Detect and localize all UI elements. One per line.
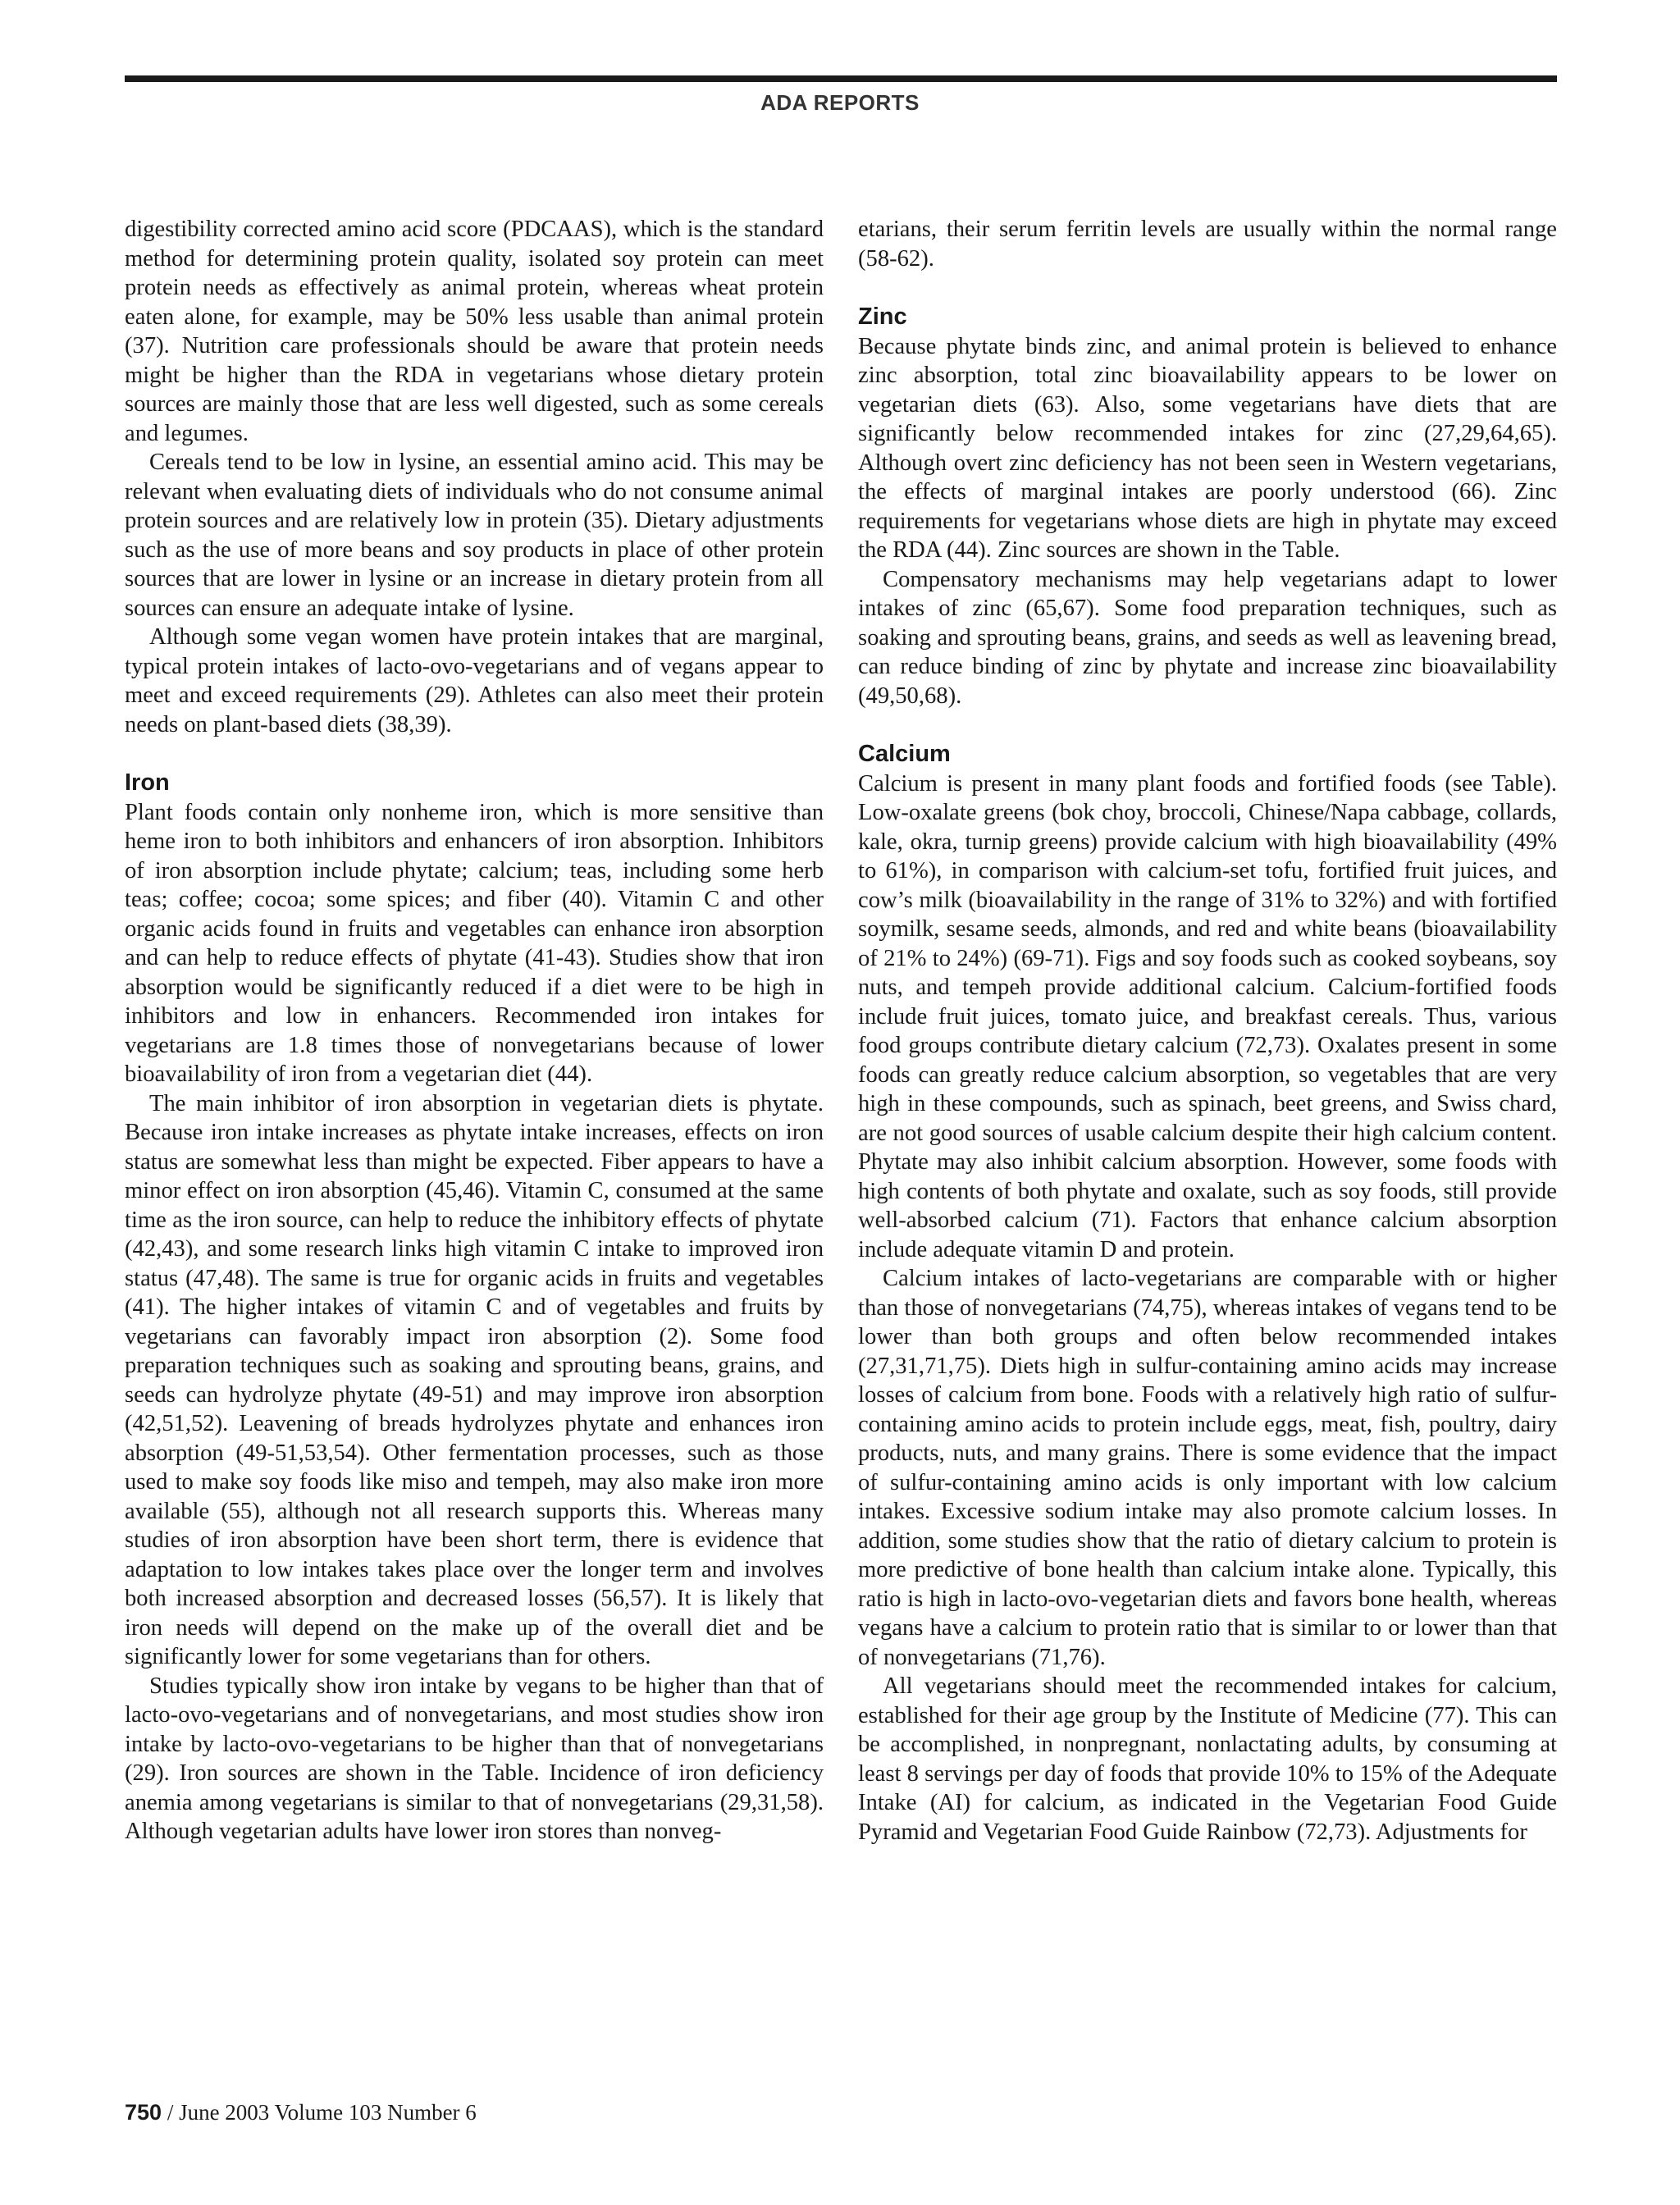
left-column <box>125 215 824 1847</box>
paragraph-iron-1: Plant foods contain only nonheme iron, which is more sensitive than heme iron to both inhibitors and enhancers of iron absorption. Inhibitors of iron absorption include phytate; calcium; teas, including some herb teas; coffee; cocoa; some spices; and fiber (40). Vitamin C and other organic acids found in fruits and vegetables can enhance iron absorption and can help to reduce effects of phytate (41-43). Studies show that iron absorption would be significantly reduced if a diet were to be high in inhibitors and low in enhancers. Recommended iron intakes for vegetarians are 1.8 times those of nonvegetarians because of lower bioavailability of iron from a vegetarian diet (44). <box>125 799 824 1087</box>
paragraph-protein-intakes: Although some vegan women have protein intakes that are marginal, typical protein intakes of lacto-ovo-vegetarians and of vegans appear to meet and exceed requirements (29). Athletes can also meet their protein needs on plant-based diets (38,39). <box>125 624 824 737</box>
paragraph-zinc-1: Because phytate binds zinc, and animal protein is believed to enhance zinc absorption, total zinc bioavailability appears to be lower on vegetarian diets (63). Also, some vegetarians have diets that are significantly below recommended intakes for zinc (27,29,64,65). Although overt zinc deficiency has not been seen in Western vegetarians, the effects of marginal intakes are poorly understood (66). Zinc requirements for vegetarians whose diets are high in phytate may exceed the RDA (44). Zinc sources are shown in the Table. <box>858 333 1557 563</box>
section-heading-iron: Iron <box>125 769 170 796</box>
right-column <box>858 215 1557 1847</box>
page-number: 750 <box>125 2100 162 2125</box>
paragraph-protein-continued: digestibility corrected amino acid score (PDCAAS), which is the standard method for determining protein quality, isolated soy protein can meet protein needs as effectively as animal protein, whereas wheat protein eaten alone, for example, may be 50% less usable than animal protein (37). Nutrition care professionals should be aware that protein needs might be higher than the RDA in vegetarians whose dietary protein sources are mainly those that are less well digested, such as some cereals and legumes. <box>125 217 824 446</box>
page-footer <box>125 2100 477 2125</box>
paragraph-calcium-1: Calcium is present in many plant foods and fortified foods (see Table). Low-oxalate greens (bok choy, broccoli, Chinese/Napa cabbage, collards, kale, okra, turnip greens) provide calcium with high bioavailability (49% to 61%), in comparison with calcium-set tofu, fortified fruit juices, and cow’s milk (bioavailability in the range of 31% to 32%) and with fortified soymilk, sesame seeds, almonds, and red and white beans (bioavailability of 21% to 24%) (69-71). Figs and soy foods such as cooked soybeans, soy nuts, and tempeh provide additional calcium. Calcium-fortified foods include fruit juices, tomato juice, and breakfast cereals. Thus, various food groups contribute dietary calcium (72,73). Oxalates present in some foods can greatly reduce calcium absorption, so vegetables that are very high in these compounds, such as spinach, beet greens, and Swiss chard, are not good sources of usable calcium despite their high calcium content. Phytate may also inhibit calcium absorption. However, some foods with high contents of both phytate and oxalate, such as soy foods, still provide well-absorbed calcium (71). Factors that enhance calcium absorption include adequate vitamin D and protein. <box>858 770 1557 1262</box>
header-rule <box>125 75 1557 82</box>
paragraph-zinc-2: Compensatory mechanisms may help vegetarians adapt to lower intakes of zinc (65,67). Some food preparation techniques, such as soaking and sprouting beans, grains, and seeds as well as leavening bread, can reduce binding of zinc by phytate and increase zinc bioavailability (49,50,68). <box>858 566 1557 709</box>
paragraph-iron-2: The main inhibitor of iron absorption in vegetarian diets is phytate. Because iron intake increases as phytate intake increases, effects on iron status are somewhat less than might be expected. Fiber appears to have a minor effect on iron absorption (45,46). Vitamin C, consumed at the same time as the iron source, can help to reduce the inhibitory effects of phytate (42,43), and some research links high vitamin C intake to improved iron status (47,48). The same is true for organic acids in fruits and vegetables (41). The higher intakes of vitamin C and of vegetables and fruits by vegetarians can favorably impact iron absorption (2). Some food preparation techniques such as soaking and sprouting beans, grains, and seeds can hydrolyze phytate (49-51) and may improve iron absorption (42,51,52). Leavening of breads hydrolyzes phytate and enhances iron absorption (49-51,53,54). Other fermentation processes, such as those used to make soy foods like miso and tempeh, may also make iron more available (55), although not all research supports this. Whereas many studies of iron absorption have been short term, there is evidence that adaptation to low intakes takes place over the longer term and involves both increased absorption and decreased losses (56,57). It is likely that iron needs will depend on the make up of the overall diet and be significantly lower for some vegetarians than for others. <box>125 1090 824 1669</box>
paragraph-calcium-3: All vegetarians should meet the recommended intakes for calcium, established for their age group by the Institute of Medicine (77). This can be accomplished, in nonpregnant, nonlactating adults, by consuming at least 8 servings per day of foods that provide 10% to 15% of the Adequate Intake (AI) for calcium, as indicated in the Vegetarian Food Guide Pyramid and Vegetarian Food Guide Rainbow (72,73). Adjustments for <box>858 1673 1557 1845</box>
journal-citation: / June 2003 Volume 103 Number 6 <box>162 2100 477 2125</box>
paragraph-iron-continued: etarians, their serum ferritin levels are usually within the normal range (58-62). <box>858 217 1557 272</box>
paragraph-lysine: Cereals tend to be low in lysine, an essential amino acid. This may be relevant when evaluating diets of individuals who do not consume animal protein sources and are relatively low in protein (35). Dietary adjustments such as the use of more beans and soy products in place of other protein sources that are lower in lysine or an increase in dietary protein from all sources can ensure an adequate intake of lysine. <box>125 450 824 621</box>
paragraph-iron-3: Studies typically show iron intake by vegans to be higher than that of lacto-ovo-vegetarians and of nonvegetarians, and most studies show iron intake by lacto-ovo-vegetarians to be higher than that of nonvegetarians (29). Iron sources are shown in the Table. Incidence of iron deficiency anemia among vegetarians is similar to that of nonvegetarians (29,31,58). Although vegetarian adults have lower iron stores than nonveg- <box>125 1673 824 1844</box>
section-heading-calcium: Calcium <box>858 741 951 767</box>
running-head: ADA REPORTS <box>760 90 920 115</box>
section-heading-zinc: Zinc <box>858 304 907 330</box>
paragraph-calcium-2: Calcium intakes of lacto-vegetarians are comparable with or higher than those of nonvegetarians (74,75), whereas intakes of vegans tend to be lower than both groups and often below recommended intakes (27,31,71,75). Diets high in sulfur-containing amino acids may increase losses of calcium from bone. Foods with a relatively high ratio of sulfur-containing amino acids to protein include eggs, meat, fish, poultry, dairy products, nuts, and many grains. There is some evidence that the impact of sulfur-containing amino acids is only important with low calcium intakes. Excessive sodium intake may also promote calcium losses. In addition, some studies show that the ratio of dietary calcium to protein is more predictive of bone health than calcium intake alone. Typically, this ratio is high in lacto-ovo-vegetarian diets and favors bone health, whereas vegans have a calcium to protein ratio that is similar to or lower than that of nonvegetarians (71,76). <box>858 1266 1557 1670</box>
